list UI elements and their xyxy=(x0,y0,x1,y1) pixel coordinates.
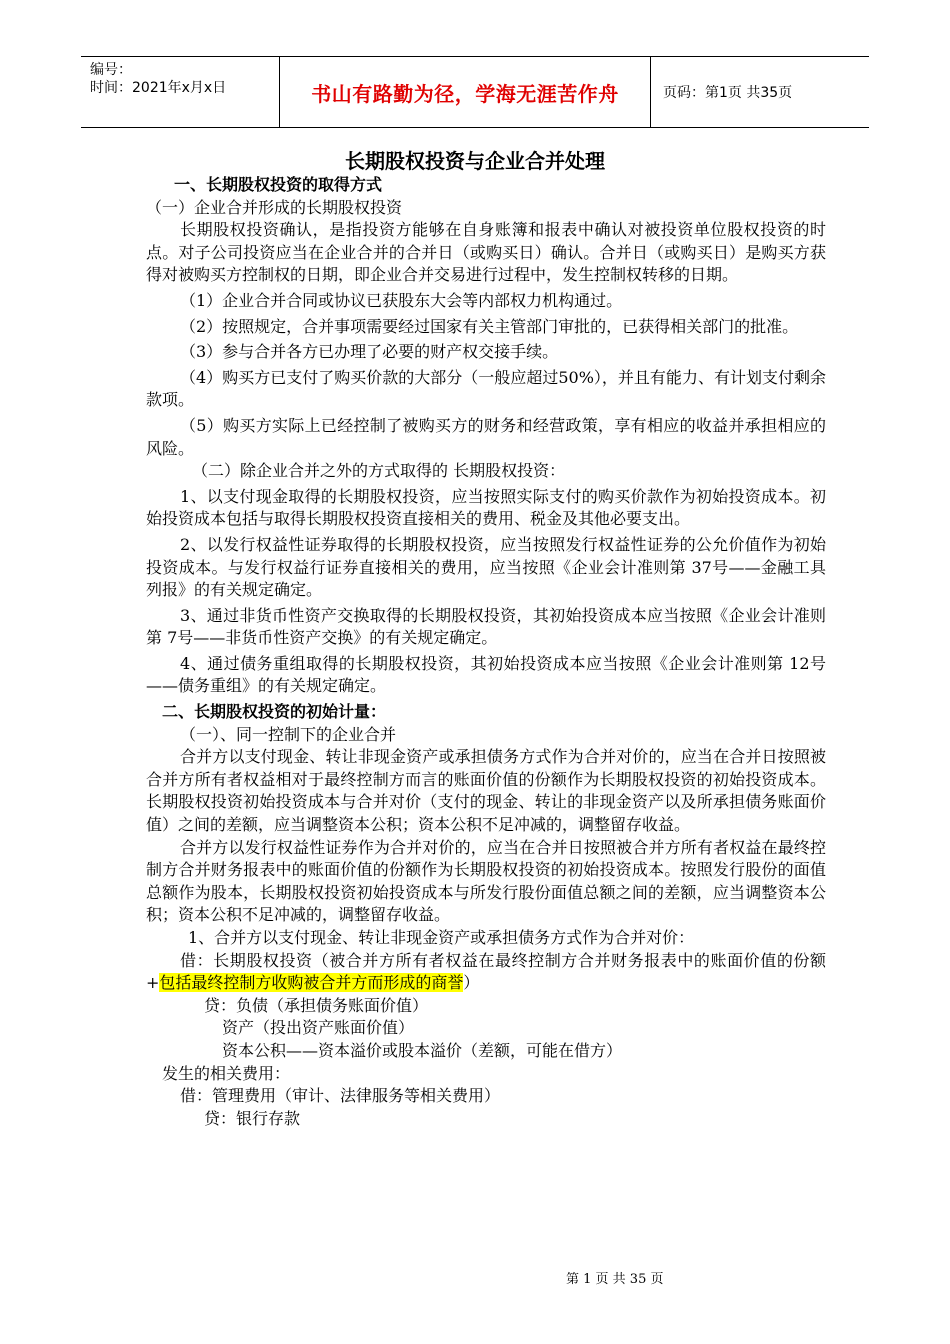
page-header xyxy=(81,56,869,128)
highlighted-text: 包括最终控制方收购被合并方而形成的商誉 xyxy=(159,973,464,993)
list-item: （3）参与合并各方已办理了必要的财产权交接手续。 xyxy=(180,342,559,362)
time-label: 时间：2021年x月x日 xyxy=(90,80,227,96)
paragraph: 发生的相关费用： xyxy=(162,1063,291,1083)
section-heading-2: 二、长期股权投资的初始计量： xyxy=(162,702,387,722)
document-body xyxy=(146,174,826,1130)
journal-entry-credit: 贷：负债（承担债务账面价值） xyxy=(204,995,429,1015)
subsection-heading: （二）除企业合并之外的方式取得的 长期股权投资： xyxy=(192,461,566,481)
list-item: （1）企业合并合同或协议已获股东大会等内部权力机构通过。 xyxy=(180,290,623,310)
subsection-heading: （一）企业合并形成的长期股权投资 xyxy=(146,197,403,217)
header-motto: 书山有路勤为径，学海无涯苦作舟 xyxy=(279,57,651,127)
list-item: 3、通过非货币性资产交换取得的长期股权投资，其初始投资成本应当按照《企业会计准则第 7号——非货币性资产交换》的有关规定确定。 xyxy=(146,605,826,648)
journal-entry-credit: 资本公积——资本溢价或股本溢价（差额，可能在借方） xyxy=(222,1040,623,1060)
list-item: （4）购买方已支付了购买价款的大部分（一般应超过50%），并且有能力、有计划支付剩余款项。 xyxy=(146,367,826,410)
debit-text: 借：长期股权投资（被合并方所有者权益在最终控制方合并财务报表中的账面价值的份额+ xyxy=(146,950,826,993)
paragraph: 合并方以发行权益性证券作为合并对价的，应当在合并日按照被合并方所有者权益在最终控制方合并财务报表中的账面价值的份额作为长期股权投资的初始投资成本。按照发行股份的面值总额作为股本，长期股权投资初始投资成本与所发行股份面值总额之间的差额，应当调整资本公积；资本公积不足冲减的，调整留存收益。 xyxy=(146,837,826,925)
list-item: 1、以支付现金取得的长期股权投资，应当按照实际支付的购买价款作为初始投资成本。初始投资成本包括与取得长期股权投资直接相关的费用、税金及其他必要支出。 xyxy=(146,486,826,529)
section-heading-1: 一、长期股权投资的取得方式 xyxy=(174,175,383,194)
journal-entry-credit: 贷：银行存款 xyxy=(204,1108,301,1128)
number-label: 编号： xyxy=(90,62,132,78)
closing-paren: ） xyxy=(463,973,480,993)
subsection-heading: （一）、同一控制下的企业合并 xyxy=(180,724,397,744)
list-item: （5）购买方实际上已经控制了被购买方的财务和经营政策，享有相应的收益并承担相应的风险。 xyxy=(146,415,826,458)
journal-entry-debit: 借：管理费用（审计、法律服务等相关费用） xyxy=(180,1086,501,1106)
journal-entry-credit: 资产（投出资产账面价值） xyxy=(222,1018,415,1038)
paragraph: 长期股权投资确认，是指投资方能够在自身账簿和报表中确认对被投资单位股权投资的时点。对子公司投资应当在企业合并的合并日（或购买日）确认。合并日（或购买日）是购买方获得对被购买方控制权的日期，即企业合并交易进行过程中，发生控制权转移的日期。 xyxy=(146,220,826,285)
list-item: （2）按照规定，合并事项需要经过国家有关主管部门审批的，已获得相关部门的批准。 xyxy=(180,316,799,336)
document-title: 长期股权投资与企业合并处理 xyxy=(345,149,605,173)
footer-page-number: 第 1 页 共 35 页 xyxy=(566,1272,664,1287)
paragraph: 合并方以支付现金、转让非现金资产或承担债务方式作为合并对价的，应当在合并日按照被合并方所有者权益相对于最终控制方而言的账面价值的份额作为长期股权投资的初始投资成本。长期股权投资初始投资成本与合并对价（支付的现金、转让的非现金资产以及所承担债务账面价值）之间的差额，应当调整资本公积；资本公积不足冲减的，调整留存收益。 xyxy=(146,747,826,835)
list-item: 1、合并方以支付现金、转让非现金资产或承担债务方式作为合并对价： xyxy=(188,928,695,947)
header-page-info: 页码：第1页 共35页 xyxy=(663,85,793,101)
header-meta xyxy=(81,57,279,127)
journal-entry-debit xyxy=(146,950,826,995)
list-item: 4、通过债务重组取得的长期股权投资，其初始投资成本应当按照《企业会计准则第 12号——债务重组》的有关规定确定。 xyxy=(146,653,826,696)
list-item: 2、以发行权益性证券取得的长期股权投资，应当按照发行权益性证券的公允价值作为初始投资成本。与发行权益行证券直接相关的费用，应当按照《企业会计准则第 37号——金融工具列报》的有关规定确定。 xyxy=(146,534,826,600)
